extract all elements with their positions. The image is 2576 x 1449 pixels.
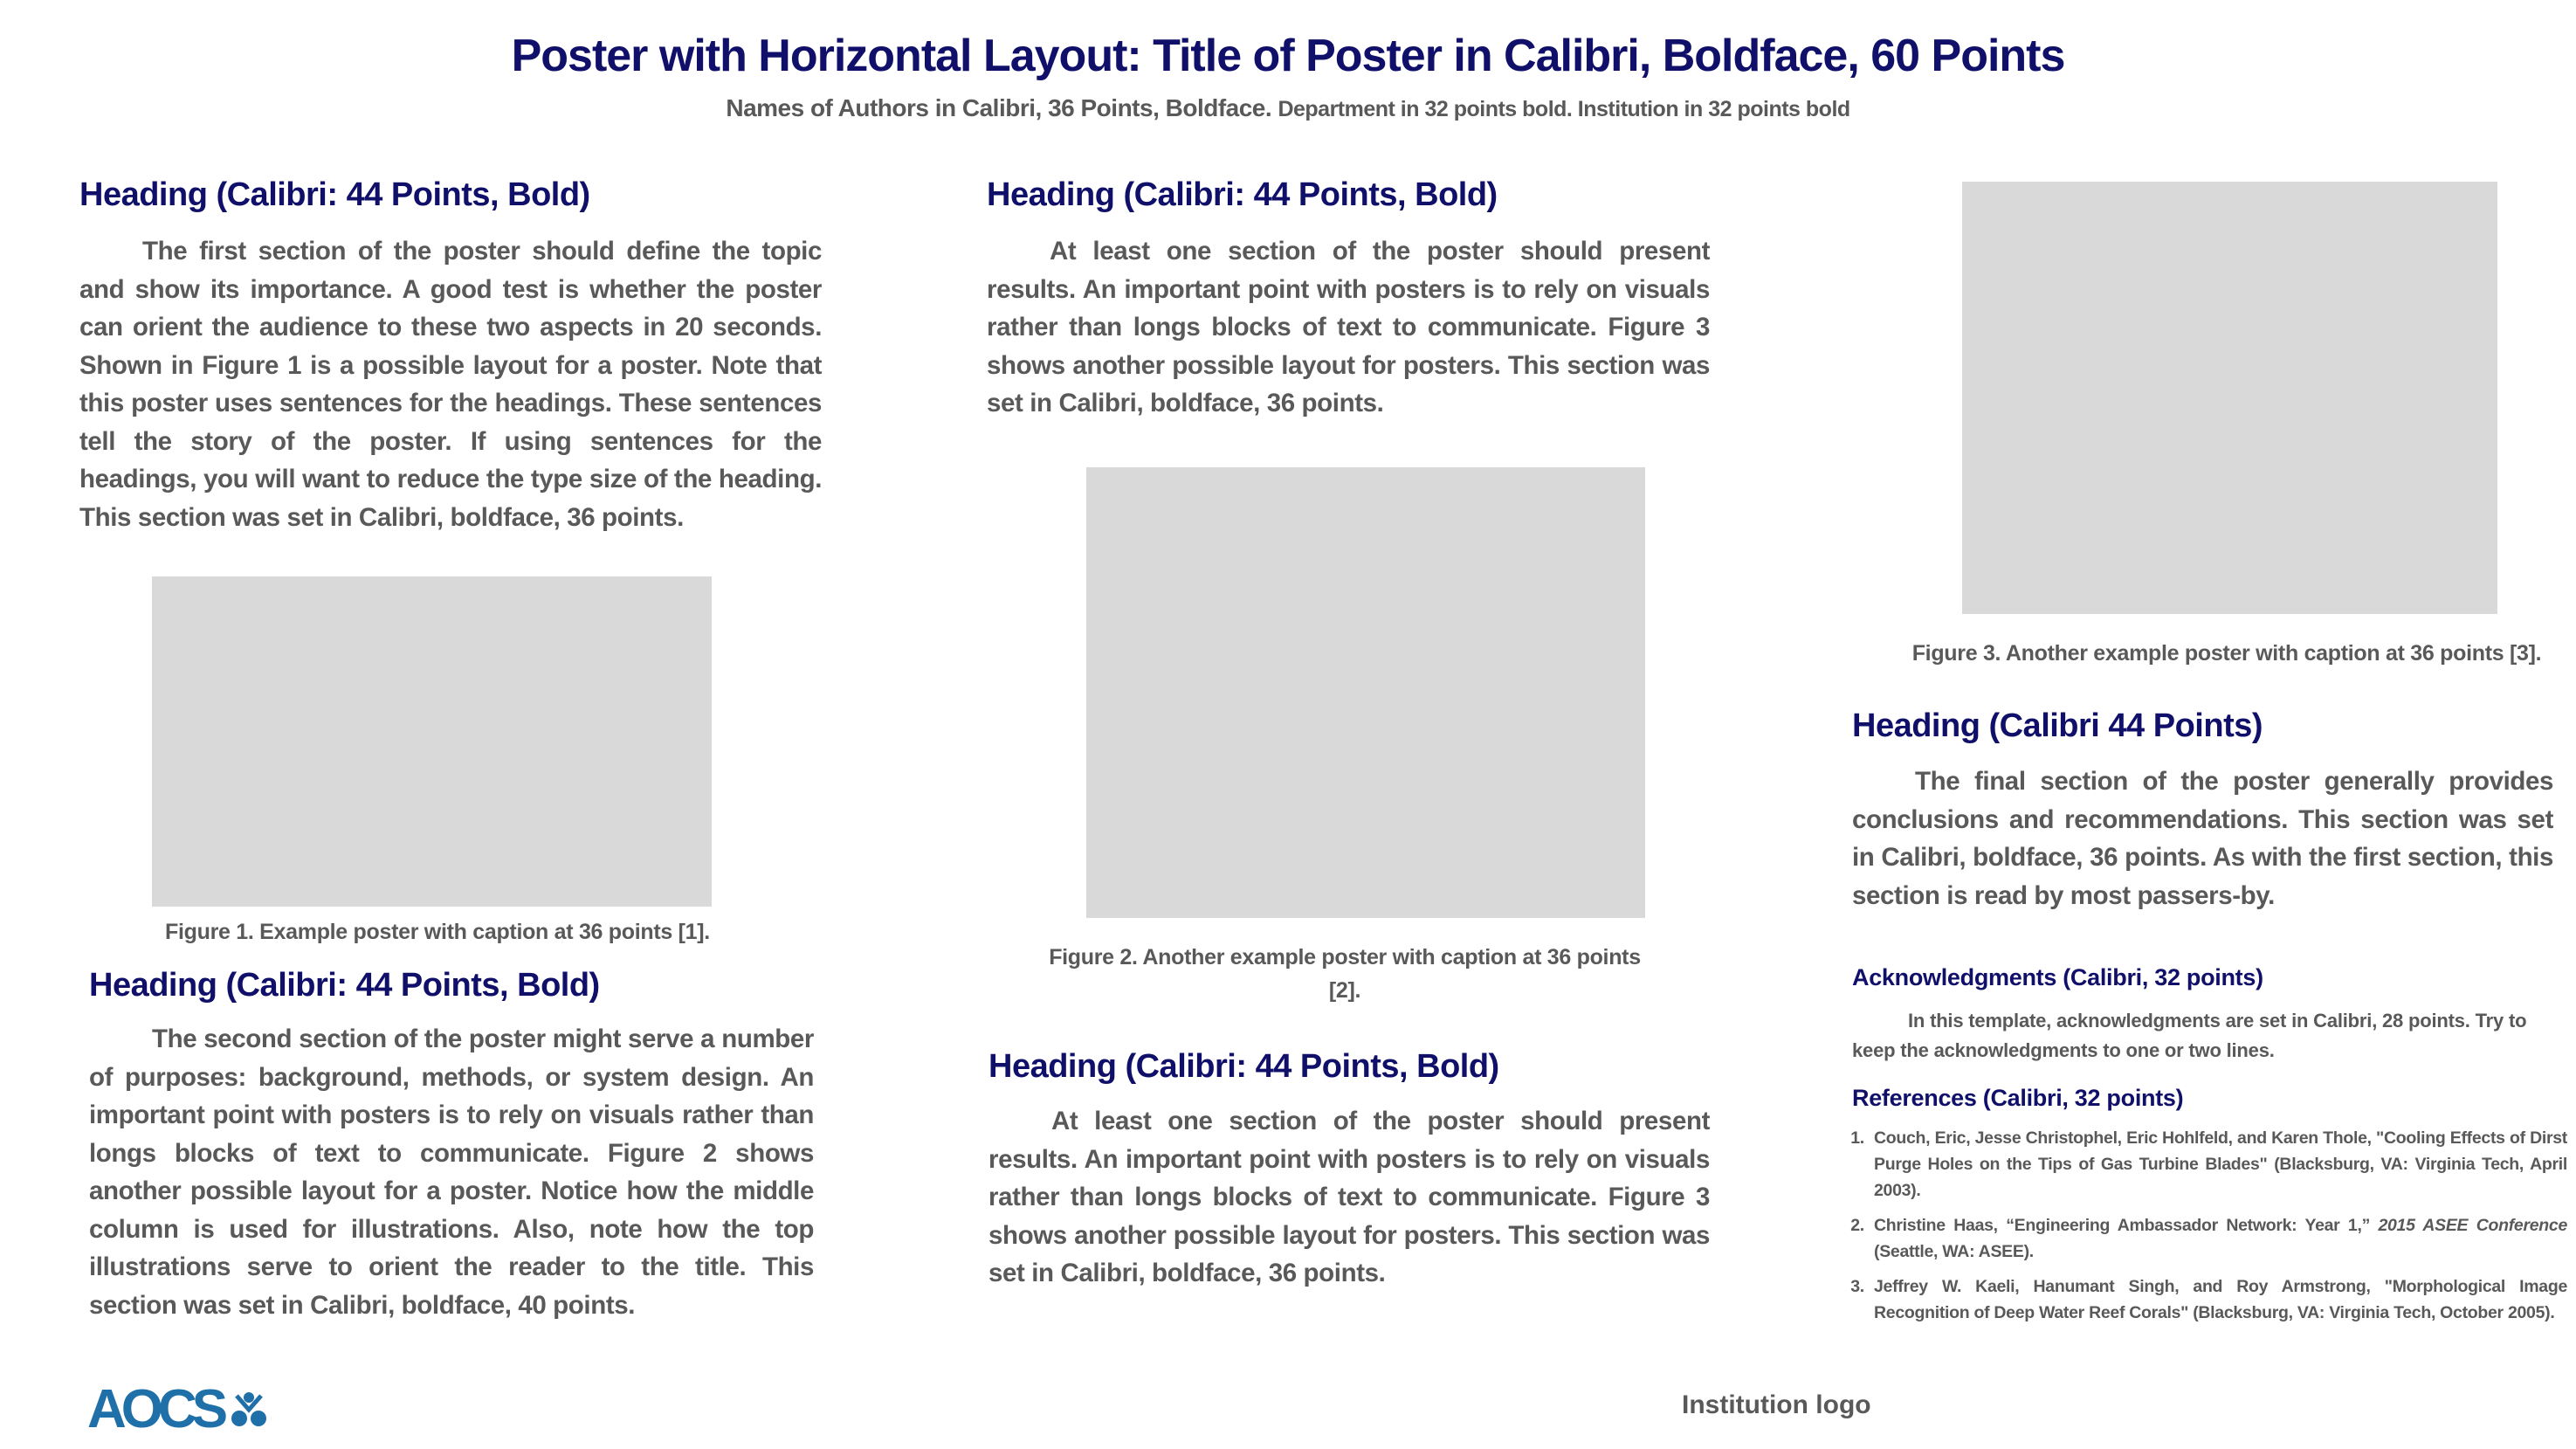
reference-item: 3. Jeffrey W. Kaeli, Hanumant Singh, and Roy Armstrong, "Morphological Image Recognition of Deep Water Reef Corals" (Blacksburg, VA: Virginia Tech, October 2005).	[1869, 1273, 2567, 1326]
figure3-placeholder	[1962, 182, 2497, 614]
institution-logo-placeholder: Institution logo	[1682, 1390, 1871, 1419]
aocs-logo	[87, 1378, 268, 1440]
reference-item: 1. Couch, Eric, Jesse Christophel, Eric Hohlfeld, and Karen Thole, "Cooling Effects of Dirst Purge Holes on the Tips of Gas Turbine Blades" (Blacksburg, VA: Virginia Tech, April 2003).	[1869, 1125, 2567, 1204]
references-heading: References (Calibri, 32 points)	[1852, 1085, 2184, 1111]
poster-authors-line	[0, 94, 2576, 122]
aocs-logo-icon	[230, 1390, 268, 1429]
figure1-caption: Figure 1. Example poster with caption at 36 points [1].	[165, 920, 710, 944]
acknowledgments-heading: Acknowledgments (Calibri, 32 points)	[1852, 964, 2263, 990]
conclusion-heading: Heading (Calibri 44 Points)	[1852, 707, 2263, 744]
affiliation: Department in 32 points bold. Institution in 32 points bold	[1278, 97, 1850, 121]
conclusion-body: The final section of the poster generally provides conclusions and recommendations. This section was set in Calibri, boldface, 36 points. As with the first section, this section is read by most passers-by.	[1852, 767, 2553, 910]
figure1-placeholder	[152, 576, 712, 907]
section4-heading: Heading (Calibri: 44 Points, Bold)	[988, 1048, 1499, 1085]
figure2-placeholder	[1086, 467, 1645, 918]
references-list	[1841, 1125, 2567, 1335]
aocs-logo-text: AOCS	[87, 1379, 224, 1439]
acknowledgments-body: In this template, acknowledgments are set in Calibri, 28 points. Try to keep the acknowledgments to one or two lines.	[1852, 1010, 2527, 1061]
poster-title: Poster with Horizontal Layout: Title of Poster in Calibri, Boldface, 60 Points	[511, 31, 2065, 81]
reference-item: 2. Christine Haas, “Engineering Ambassador Network: Year 1,” 2015 ASEE Conference (Seattle, WA: ASEE).	[1869, 1212, 2567, 1265]
figure2-caption: Figure 2. Another example poster with caption at 36 points [2].	[1049, 945, 1641, 1003]
section1-heading: Heading (Calibri: 44 Points, Bold)	[79, 176, 590, 213]
section1-body: The first section of the poster should define the topic and show its importance. A good test is whether the poster can orient the audience to these two aspects in 20 seconds. Shown in Figure 1 is a possible layout for a poster. Note that this poster uses sentences for the headings. These sentences tell the story of the poster. If using sentences for the headings, you will want to reduce the type size of the heading. This section was set in Calibri, boldface, 36 points.	[79, 237, 822, 532]
figure3-caption: Figure 3. Another example poster with caption at 36 points [3].	[1911, 641, 2542, 666]
section3-heading: Heading (Calibri: 44 Points, Bold)	[987, 176, 1498, 213]
section4-body: At least one section of the poster should present results. An important point with posters is to rely on visuals rather than longs blocks of text to communicate. Figure 3 shows another possible layout for posters. This section was set in Calibri, boldface, 36 points.	[988, 1107, 1710, 1287]
section2-body: The second section of the poster might serve a number of purposes: background, methods, or system design. An important point with posters is to rely on visuals rather than longs blocks of text to communicate. Figure 2 shows another possible layout for a poster. Notice how the middle column is used for illustrations. Also, note how the top illustrations serve to orient the reader to the title. This section was set in Calibri, boldface, 40 points.	[89, 1025, 814, 1320]
authors: Names of Authors in Calibri, 36 Points, Boldface.	[726, 94, 1272, 121]
section3-body: At least one section of the poster should present results. An important point with posters is to rely on visuals rather than longs blocks of text to communicate. Figure 3 shows another possible layout for posters. This section was set in Calibri, boldface, 36 points.	[987, 237, 1710, 417]
section2-heading: Heading (Calibri: 44 Points, Bold)	[89, 967, 600, 1004]
